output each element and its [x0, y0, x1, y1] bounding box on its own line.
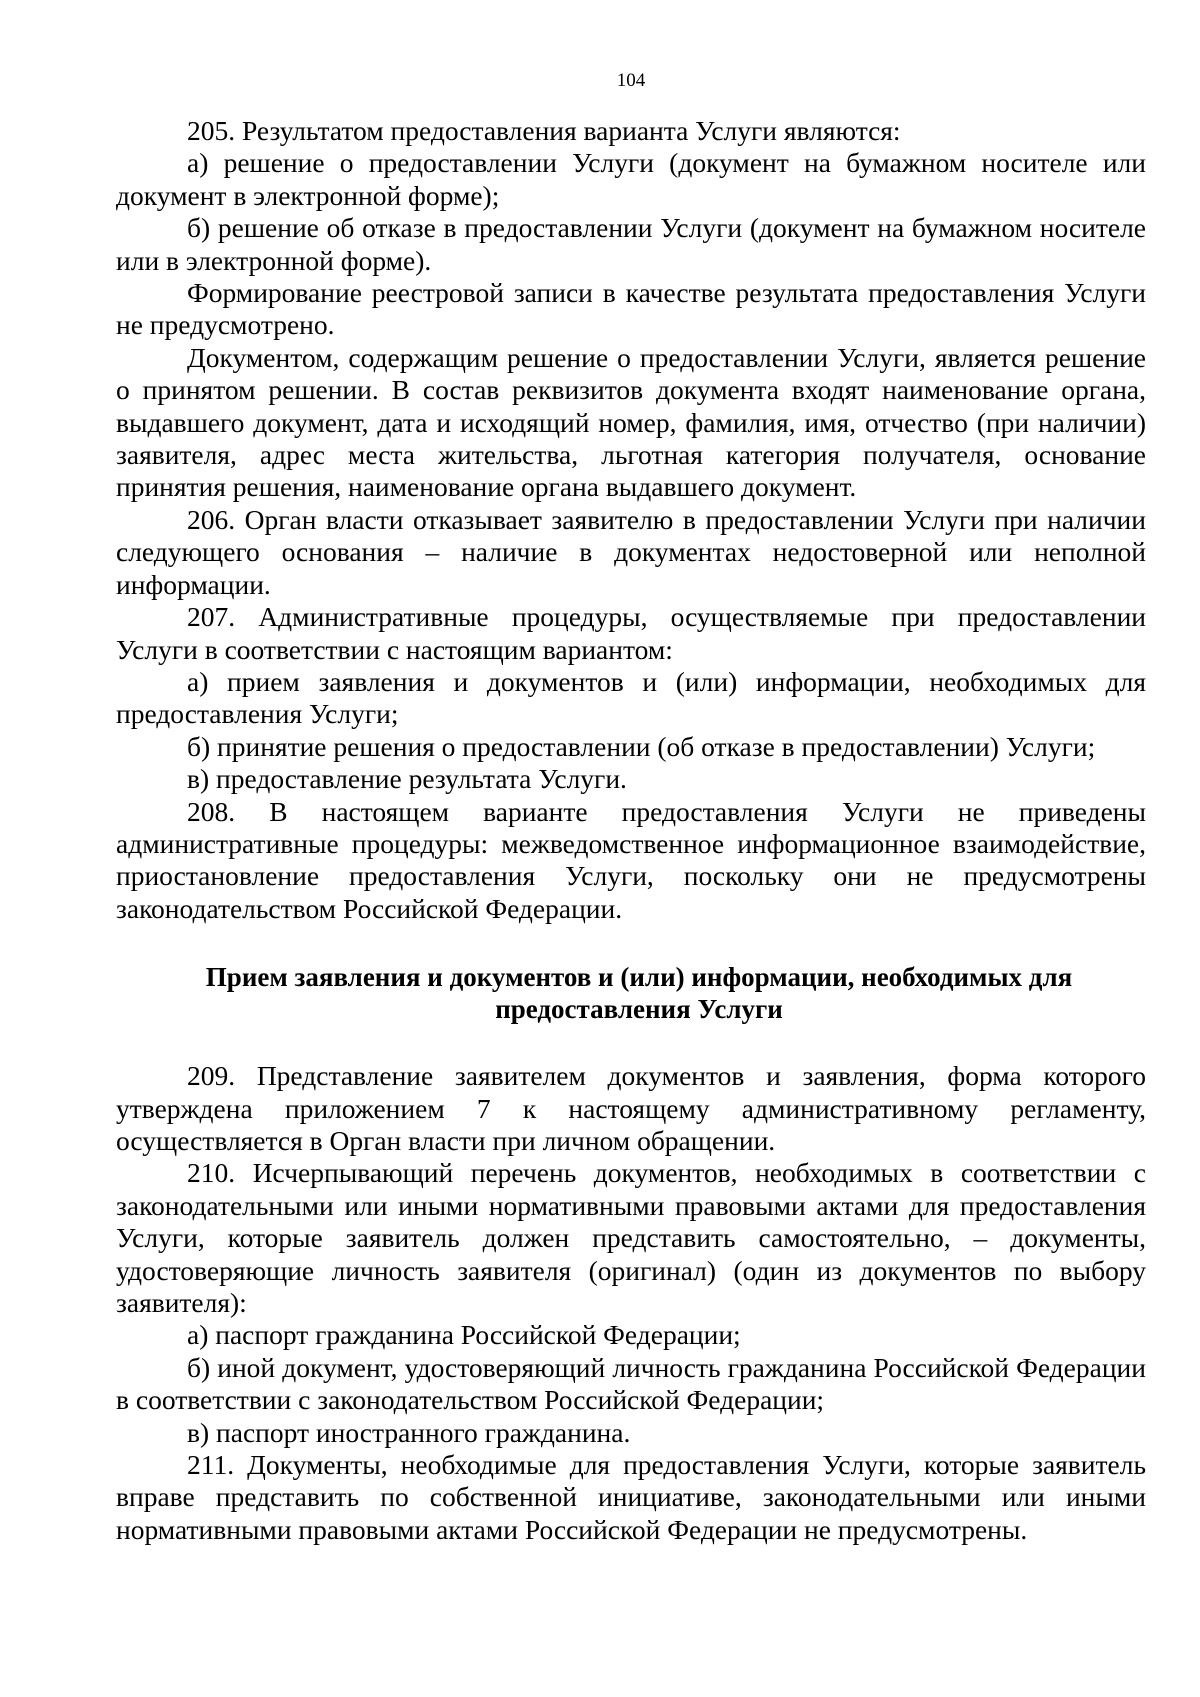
paragraph-206: 206. Орган власти отказывает заявителю в предоставлении Услуги при наличии следующего основания – наличие в документах недостоверной или неполной информации.: [116, 503, 1146, 600]
paragraph-210: 210. Исчерпывающий перечень документов, необходимых в соответствии с законодательными или иными нормативными правовыми актами для предоставления Услуги, которые заявитель должен представить самостоятельно, – документы, удостоверяющие личность заявителя (оригинал) (один из документов по выбору заявителя):: [116, 1157, 1146, 1318]
list-item-205-a: а) решение о предоставлении Услуги (документ на бумажном носителе или документ в электронной форме);: [116, 147, 1146, 211]
paragraph-211: 211. Документы, необходимые для предоставления Услуги, которые заявитель вправе представить по собственной инициативе, законодательными или иными нормативными правовыми актами Российской Федерации не предусмотрены.: [116, 1449, 1146, 1545]
section-heading: Прием заявления и документов и (или) информации, необходимых для предоставления Услуги: [205, 962, 1073, 1025]
paragraph-208: 208. В настоящем варианте предоставления Услуги не приведены административные процедуры: межведомственное информационное взаимодействие, приостановление предоставления Услуги, поскольку они не предусмотрены законодательством Российской Федерации.: [116, 795, 1146, 924]
paragraph-registry-record: Формирование реестровой записи в качестве результата предоставления Услуги не предусмотрено.: [116, 277, 1146, 341]
paragraph-decision-document: Документом, содержащим решение о предоставлении Услуги, является решение о принятом решении. В состав реквизитов документа входят наименование органа, выдавшего документ, дата и исходящий номер, фамилия, имя, отчество (при наличии) заявителя, адрес места жительства, льготная категория получателя, основание принятия решения, наименование органа выдавшего документ.: [116, 341, 1146, 503]
list-item-210-a: а) паспорт гражданина Российской Федерации;: [187, 1319, 741, 1351]
list-item-207-c: в) предоставление результата Услуги.: [187, 763, 627, 795]
paragraph-207: 207. Административные процедуры, осуществляемые при предоставлении Услуги в соответствии с настоящим вариантом:: [116, 601, 1146, 665]
list-item-210-b: б) иной документ, удостоверяющий личность гражданина Российской Федерации в соответствии с законодательством Российской Федерации;: [116, 1351, 1146, 1416]
document-body: [116, 115, 1146, 1546]
list-item-207-a: а) прием заявления и документов и (или) информации, необходимых для предоставления Услуги;: [116, 665, 1146, 730]
list-item-207-b: б) принятие решения о предоставлении (об отказе в предоставлении) Услуги;: [187, 730, 1096, 762]
page-number: 104: [616, 70, 646, 91]
paragraph-209: 209. Представление заявителем документов и заявления, форма которого утверждена приложением 7 к настоящему административному регламенту, осуществляется в Орган власти при личном обращении.: [116, 1060, 1146, 1156]
list-item-210-c: в) паспорт иностранного гражданина.: [187, 1416, 631, 1448]
paragraph-205: 205. Результатом предоставления варианта Услуги являются:: [187, 115, 901, 146]
list-item-205-b: б) решение об отказе в предоставлении Услуги (документ на бумажном носителе или в электронной форме).: [116, 212, 1146, 276]
